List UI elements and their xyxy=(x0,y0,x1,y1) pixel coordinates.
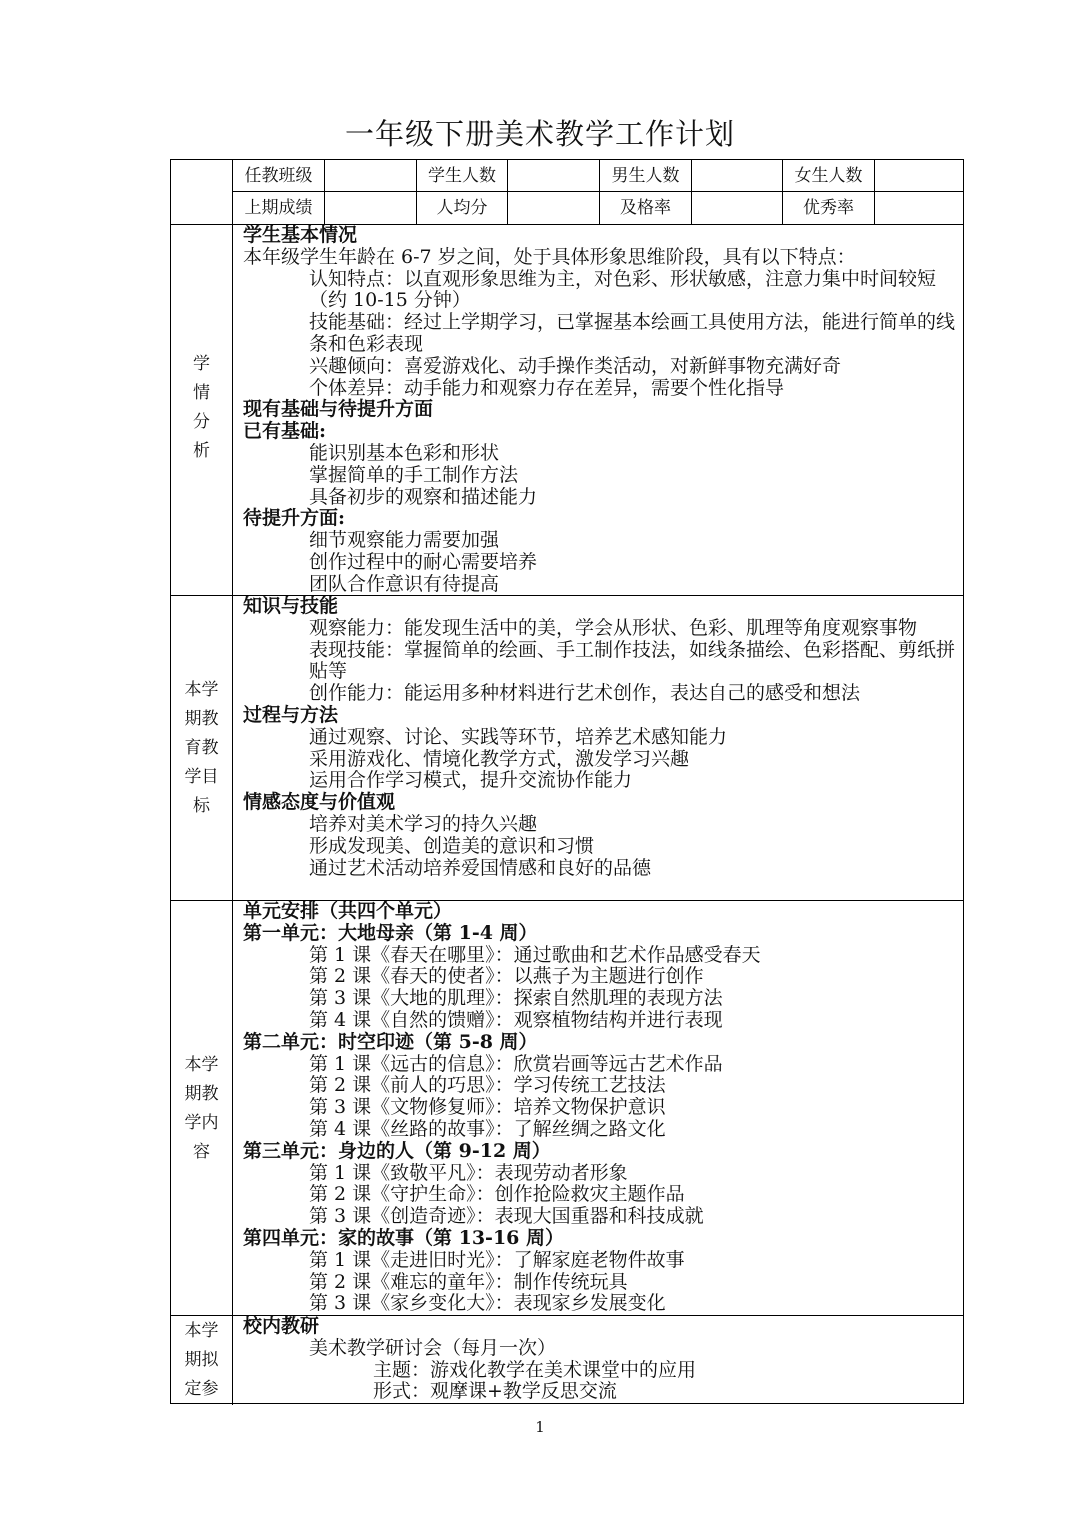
section-label-line: 标 xyxy=(193,796,210,816)
content-line: 形式：观摩课+教学反思交流 xyxy=(373,1380,617,1403)
section-label-line: 析 xyxy=(193,441,210,461)
section-label-teaching-content xyxy=(171,1051,232,1167)
header-value-average xyxy=(508,192,599,224)
content-line: 运用合作学习模式，提升交流协作能力 xyxy=(309,769,633,792)
content-line: 创作过程中的耐心需要培养 xyxy=(309,550,538,573)
content-line: 第 2 课《难忘的童年》：制作传统玩具 xyxy=(309,1270,628,1293)
header-label-excellence-rate: 优秀率 xyxy=(803,198,854,218)
section-label-teaching-goals xyxy=(171,676,232,821)
section-heading: 过程与方法 xyxy=(243,703,339,726)
header-label-last-score: 上期成绩 xyxy=(244,198,313,218)
header-value-student-count xyxy=(508,160,599,192)
header-value-last-score xyxy=(325,192,416,224)
header-label-girls: 女生人数 xyxy=(794,166,863,186)
content-line: 第 3 课《大地的肌理》：探索自然肌理的表现方法 xyxy=(309,987,723,1010)
header-value-pass-rate xyxy=(692,192,782,224)
header-value-girls xyxy=(875,160,963,192)
section-heading: 待提升方面: xyxy=(243,507,346,530)
content-line: 表现技能：掌握简单的绘画、手工制作技法，如线条描绘、色彩搭配、剪纸拼贴等 xyxy=(309,638,956,683)
content-line: 第 2 课《前人的巧思》：学习传统工艺技法 xyxy=(309,1074,666,1097)
content-line: 采用游戏化、情境化教学方式，激发学习兴趣 xyxy=(309,747,690,770)
section-label-line: 容 xyxy=(193,1142,210,1162)
content-line: 第 2 课《春天的使者》：以燕子为主题进行创作 xyxy=(309,965,704,988)
content-line: 个体差异：动手能力和观察力存在差异，需要个性化指导 xyxy=(309,376,785,399)
section-label-line: 定参 xyxy=(184,1379,219,1399)
page-title: 一年级下册美术教学工作计划 xyxy=(344,117,735,151)
section-label-line: 情 xyxy=(193,383,210,403)
content-line: 创作能力：能运用多种材料进行艺术创作，表达自己的感受和想法 xyxy=(309,682,861,705)
content-line: 具备初步的观察和描述能力 xyxy=(309,485,538,508)
section-heading: 已有基础: xyxy=(243,420,327,443)
content-line: 第 2 课《守护生命》：创作抢险救灾主题作品 xyxy=(309,1183,685,1206)
content-line: 美术教学研讨会（每月一次） xyxy=(309,1336,557,1359)
content-line: 本年级学生年龄在 6-7 岁之间，处于具体形象思维阶段，具有以下特点： xyxy=(243,245,856,268)
section-heading: 知识与技能 xyxy=(243,595,339,617)
content-line: 通过艺术活动培养爱国情感和良好的品德 xyxy=(309,856,652,879)
content-line: 技能基础：经过上学期学习，已掌握基本绘画工具使用方法，能进行简单的线条和色彩表现 xyxy=(309,311,956,355)
section-heading: 单元安排（共四个单元） xyxy=(243,900,453,922)
content-line: 观察能力：能发现生活中的美，学会从形状、色彩、肌理等角度观察事物 xyxy=(309,616,918,639)
page-number: 1 xyxy=(535,1418,545,1436)
content-line: 细节观察能力需要加强 xyxy=(309,529,500,552)
section-label-line: 学内 xyxy=(184,1113,219,1133)
content-line: 团队合作意识有待提高 xyxy=(309,572,500,595)
content-line: 形成发现美、创造美的意识和习惯 xyxy=(309,834,595,857)
content-line: 兴趣倾向：喜爱游戏化、动手操作类活动，对新鲜事物充满好奇 xyxy=(309,354,842,377)
section-label-line: 本学 xyxy=(184,1055,219,1075)
header-label-class: 任教班级 xyxy=(244,166,313,186)
content-line: 掌握简单的手工制作方法 xyxy=(309,463,519,486)
section-heading: 学生基本情况 xyxy=(243,224,358,246)
content-line: 第 4 课《丝路的故事》：了解丝绸之路文化 xyxy=(309,1117,666,1140)
content-line: 培养对美术学习的持久兴趣 xyxy=(309,812,538,835)
section-heading: 现有基础与待提升方面 xyxy=(243,398,434,421)
plan-table xyxy=(170,159,964,1404)
section-label-line: 期教 xyxy=(184,709,219,729)
section-heading: 校内教研 xyxy=(243,1315,320,1337)
section-label-line: 分 xyxy=(193,412,210,432)
column-divider xyxy=(232,160,233,1405)
section-heading: 第二单元：时空印迹（第 5-8 周） xyxy=(243,1030,538,1053)
header-label-pass-rate: 及格率 xyxy=(620,198,671,218)
content-line: 第 1 课《走进旧时光》：了解家庭老物件故事 xyxy=(309,1248,685,1271)
content-line: 通过观察、讨论、实践等环节，培养艺术感知能力 xyxy=(309,725,728,748)
section-label-student-analysis xyxy=(171,350,232,466)
section-label-line: 本学 xyxy=(184,680,219,700)
section-label-line: 育教 xyxy=(184,738,219,758)
section-label-line: 本学 xyxy=(184,1321,219,1341)
content-line: 第 1 课《远古的信息》：欣赏岩画等远古艺术作品 xyxy=(309,1052,723,1075)
header-value-class xyxy=(325,160,416,192)
content-line: 主题：游戏化教学在美术课堂中的应用 xyxy=(373,1358,697,1381)
section-heading: 情感态度与价值观 xyxy=(243,791,396,814)
header-label-boys: 男生人数 xyxy=(611,166,680,186)
header-label-average: 人均分 xyxy=(436,198,488,218)
section-label-line: 期拟 xyxy=(184,1350,219,1370)
header-value-boys xyxy=(692,160,782,192)
section-heading: 第四单元：家的故事（第 13-16 周） xyxy=(243,1226,564,1249)
content-line: 认知特点：以直观形象思维为主，对色彩、形状敏感，注意力集中时间较短（约 10-15 分钟） xyxy=(309,267,937,312)
header-label-student-count: 学生人数 xyxy=(428,166,496,186)
section-label-line: 学 xyxy=(193,354,210,374)
section-content-student-analysis xyxy=(243,225,957,596)
section-heading: 第三单元：身边的人（第 9-12 周） xyxy=(243,1139,551,1162)
section-label-line: 期教 xyxy=(184,1084,219,1104)
section-label-line: 学目 xyxy=(184,767,219,787)
content-line: 第 3 课《文物修复师》：培养文物保护意识 xyxy=(309,1096,666,1119)
content-line: 第 3 课《家乡变化大》：表现家乡发展变化 xyxy=(309,1292,666,1315)
content-line: 能识别基本色彩和形状 xyxy=(309,441,500,464)
content-line: 第 1 课《春天在哪里》：通过歌曲和艺术作品感受春天 xyxy=(309,943,761,966)
header-value-excellence-rate xyxy=(875,192,963,224)
content-line: 第 1 课《致敬平凡》：表现劳动者形象 xyxy=(309,1161,628,1184)
content-line: 第 4 课《自然的馈赠》：观察植物结构并进行表现 xyxy=(309,1008,723,1031)
content-line: 第 3 课《创造奇迹》：表现大国重器和科技成就 xyxy=(309,1205,704,1228)
section-label-planned-activities xyxy=(171,1317,232,1404)
section-content-teaching-goals xyxy=(243,596,957,879)
section-heading: 第一单元：大地母亲（第 1-4 周） xyxy=(243,921,538,944)
section-content-planned-activities xyxy=(243,1316,957,1403)
section-content-teaching-content xyxy=(243,901,957,1315)
